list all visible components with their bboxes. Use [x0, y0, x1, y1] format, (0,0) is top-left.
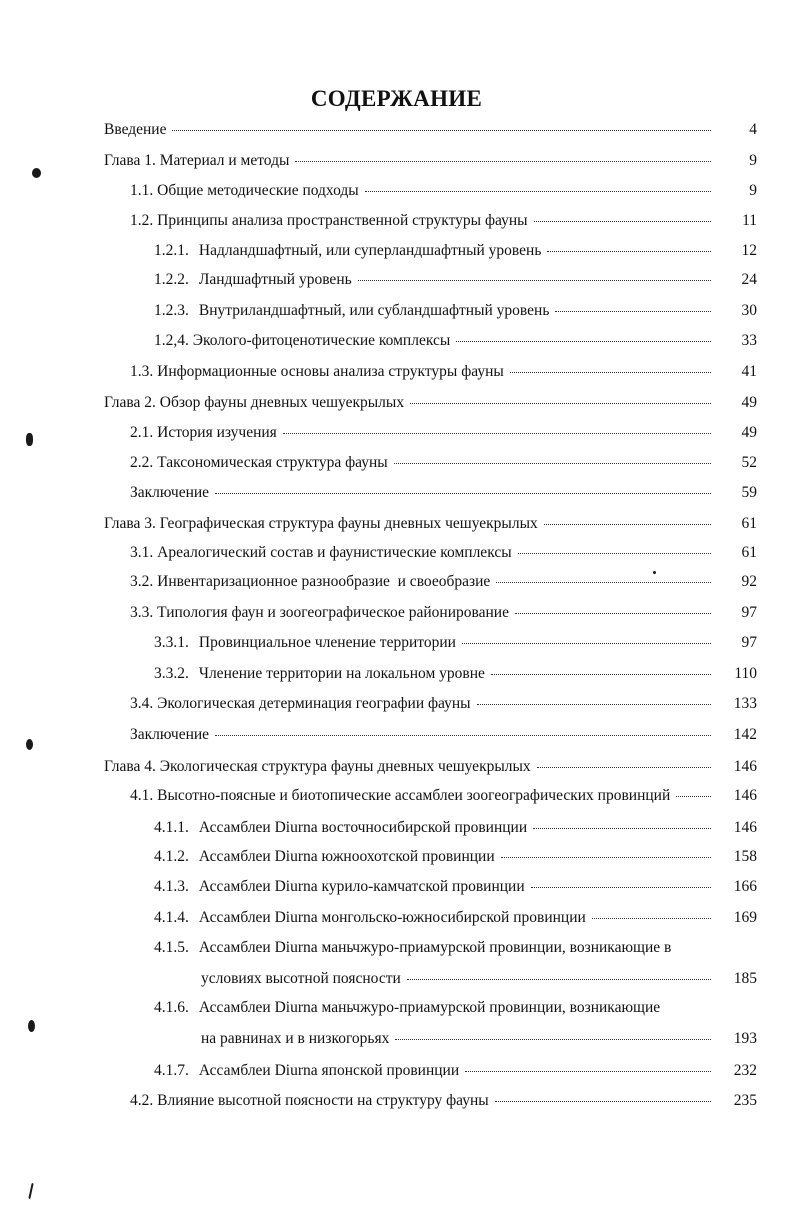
toc-leader-dots [676, 795, 711, 797]
toc-entry-number: 1.2.3. [154, 302, 189, 319]
toc-entry-page: 11 [742, 212, 757, 229]
toc-entry-4-1 [130, 786, 757, 806]
toc-entry-title: Ассамблеи Diurna монгольско-южносибирской провинции [198, 909, 586, 926]
toc-entry-2-2 [130, 453, 757, 473]
toc-entry-4-2 [130, 1091, 757, 1111]
scan-speck [32, 168, 41, 178]
toc-entry-1-2-2 [154, 270, 757, 290]
toc-leader-dots [395, 1038, 711, 1040]
toc-entry-1-2-1 [154, 241, 757, 261]
scan-speck [28, 1020, 35, 1032]
toc-leader-dots [410, 402, 711, 404]
toc-entry-text [154, 301, 549, 321]
toc-entry-text [154, 847, 495, 867]
toc-entry-intro [104, 120, 757, 140]
toc-entry-4-1-2 [154, 847, 757, 867]
scan-speck [26, 433, 33, 446]
toc-entry-text [154, 877, 525, 897]
toc-leader-dots [283, 432, 711, 434]
toc-leader-dots [510, 371, 711, 373]
toc-entry-page: 92 [741, 573, 757, 590]
toc-entry-number: 4.1.1. [154, 819, 189, 836]
toc-entry-page: 9 [749, 152, 757, 169]
toc-entry-page: 146 [733, 787, 757, 804]
toc-entry-text [154, 818, 527, 838]
toc-leader-dots [394, 462, 711, 464]
toc-entry-3-1 [130, 543, 757, 563]
toc-entry-title: Ассамблеи Diurna курило-камчатской провинции [198, 878, 525, 895]
toc-entry-text: Заключение [130, 484, 210, 501]
toc-entry-text [154, 270, 352, 290]
toc-entry-4-1-6 [201, 1029, 757, 1049]
toc-entry-number: 1.2.2. [154, 271, 189, 288]
toc-leader-dots [537, 766, 711, 768]
page-title: СОДЕРЖАНИЕ [310, 86, 483, 111]
toc-entry-number: 4.1.6. [154, 999, 189, 1016]
toc-entry-text: 1.2. Принципы анализа пространственной структуры фауны [130, 212, 528, 229]
toc-entry-text: 3.2. Инвентаризационное разнообразие и своеобразие [130, 573, 491, 590]
toc-entry-page: 30 [741, 302, 757, 319]
toc-leader-dots [215, 734, 711, 736]
scan-speck [653, 571, 656, 574]
toc-entry-title: Ассамблеи Diurna южноохотской провинции [198, 848, 495, 865]
toc-entry-text [154, 633, 456, 653]
toc-entry-4-1-4 [154, 908, 757, 928]
toc-entry-title: Ассамблеи Diurna маньчжуро-приамурской провинции, возникающие [198, 999, 661, 1016]
toc-leader-dots [544, 523, 711, 525]
toc-entry-page: 110 [734, 665, 757, 682]
toc-entry-1-2-3 [154, 301, 757, 321]
toc-entry-number: 4.1.7. [154, 1062, 189, 1079]
toc-leader-dots [547, 250, 711, 252]
toc-entry-4-1-6-first-line [154, 998, 660, 1018]
toc-entry-chapter-4 [104, 757, 757, 777]
toc-entry-text [154, 241, 541, 261]
toc-leader-dots [365, 190, 711, 192]
toc-entry-4-1-3 [154, 877, 757, 897]
toc-entry-title: Ассамблеи Diurna японской провинции [198, 1062, 460, 1079]
toc-entry-page: 142 [733, 726, 757, 743]
toc-leader-dots [495, 1100, 711, 1102]
toc-entry-text: Глава 1. Материал и методы [104, 152, 290, 169]
toc-entry-page: 9 [749, 182, 757, 199]
toc-entry-page: 12 [741, 242, 757, 259]
toc-leader-dots [555, 310, 711, 312]
toc-entry-page: 232 [733, 1062, 757, 1079]
toc-entry-page: 146 [733, 758, 757, 775]
toc-entry-conclusion-3 [130, 725, 757, 745]
toc-entry-number: 4.1.3. [154, 878, 189, 895]
toc-entry-chapter-2 [104, 393, 757, 413]
toc-leader-dots [531, 886, 711, 888]
toc-entry-text [154, 908, 586, 928]
toc-entry-chapter-1 [104, 151, 757, 171]
toc-entry-text [154, 664, 485, 684]
toc-leader-dots [465, 1070, 711, 1072]
toc-entry-page: 166 [733, 878, 757, 895]
toc-entry-page: 24 [741, 271, 757, 288]
toc-entry-4-1-5 [201, 969, 757, 989]
toc-entry-1-2-4 [154, 331, 757, 351]
toc-entry-page: 61 [741, 544, 757, 561]
toc-entry-page: 97 [741, 634, 757, 651]
toc-entry-page: 49 [741, 424, 757, 441]
toc-entry-text: 4.1. Высотно-поясные и биотопические ассамблеи зоогеографических провинций [130, 787, 671, 804]
toc-leader-dots [358, 279, 711, 281]
toc-entry-1-2 [130, 211, 757, 231]
toc-entry-text: Глава 2. Обзор фауны дневных чешуекрылых [104, 394, 405, 411]
toc-entry-3-3-1 [154, 633, 757, 653]
toc-entry-page: 169 [733, 909, 757, 926]
toc-entry-text: Глава 4. Экологическая структура фауны дневных чешуекрылых [104, 758, 531, 775]
toc-entry-text: 3.4. Экологическая детерминация географии фауны [130, 695, 471, 712]
toc-leader-dots [172, 129, 711, 131]
toc-entry-4-1-7 [154, 1061, 757, 1081]
toc-entry-conclusion-2 [130, 483, 757, 503]
toc-entry-title: Ландшафтный уровень [198, 271, 352, 288]
toc-entry-title: Членение территории на локальном уровне [198, 665, 485, 682]
toc-leader-dots [515, 612, 711, 614]
toc-entry-text: 4.2. Влияние высотной поясности на структуру фауны [130, 1092, 489, 1109]
toc-entry-4-1-1 [154, 818, 757, 838]
toc-entry-3-3 [130, 603, 757, 623]
toc-entry-page: 41 [741, 363, 757, 380]
toc-entry-page: 4 [749, 121, 757, 138]
toc-entry-page: 52 [741, 454, 757, 471]
toc-entry-number: 4.1.5. [154, 939, 189, 956]
toc-entry-number: 3.3.2. [154, 665, 189, 682]
toc-entry-text: Глава 3. Географическая структура фауны дневных чешуекрылых [104, 515, 538, 532]
toc-entry-4-1-5-first-line [154, 938, 671, 958]
scan-speck [28, 1183, 33, 1199]
toc-entry-page: 193 [733, 1030, 757, 1047]
toc-entry-text: условиях высотной поясности [201, 970, 401, 987]
toc-entry-page: 185 [733, 970, 757, 987]
toc-entry-text: 1.2,4. Эколого-фитоценотические комплексы [154, 332, 451, 349]
toc-entry-number: 1.2.1. [154, 242, 189, 259]
toc-leader-dots [295, 160, 711, 162]
toc-entry-title: Надландшафтный, или суперландшафтный уровень [198, 242, 542, 259]
toc-entry-text: 3.1. Ареалогический состав и фаунистические комплексы [130, 544, 512, 561]
toc-entry-text: 2.2. Таксономическая структура фауны [130, 454, 388, 471]
toc-entry-title: Провинциальное членение территории [198, 634, 456, 651]
toc-entry-2-1 [130, 423, 757, 443]
toc-entry-page: 59 [741, 484, 757, 501]
toc-entry-title: Ассамблеи Diurna маньчжуро-приамурской провинции, возникающие в [198, 939, 672, 956]
toc-entry-text: 1.3. Информационные основы анализа структуры фауны [130, 363, 504, 380]
toc-entry-text: Введение [104, 121, 167, 138]
toc-leader-dots [518, 552, 711, 554]
toc-entry-number: 4.1.4. [154, 909, 189, 926]
toc-entry-chapter-3 [104, 514, 757, 534]
toc-entry-title: Внутриландшафтный, или субландшафтный уровень [198, 302, 550, 319]
toc-entry-title: Ассамблеи Diurna восточносибирской провинции [198, 819, 528, 836]
toc-leader-dots [496, 581, 711, 583]
scan-speck [26, 739, 33, 750]
toc-leader-dots [407, 978, 711, 980]
toc-entry-page: 146 [733, 819, 757, 836]
toc-entry-3-4 [130, 694, 757, 714]
toc-leader-dots [215, 492, 711, 494]
toc-leader-dots [477, 703, 711, 705]
toc-leader-dots [491, 673, 711, 675]
toc-leader-dots [456, 340, 711, 342]
toc-leader-dots [534, 220, 711, 222]
toc-leader-dots [462, 642, 711, 644]
toc-entry-3-2 [130, 572, 757, 592]
toc-entry-number: 4.1.2. [154, 848, 189, 865]
toc-entry-text: на равнинах и в низкогорьях [201, 1030, 390, 1047]
toc-entry-text [154, 1061, 459, 1081]
toc-leader-dots [501, 856, 711, 858]
toc-entry-number: 3.3.1. [154, 634, 189, 651]
toc-entry-text: 3.3. Типология фаун и зоогеографическое районирование [130, 604, 509, 621]
toc-entry-text: 1.1. Общие методические подходы [130, 182, 359, 199]
toc-entry-3-3-2 [154, 664, 757, 684]
toc-leader-dots [592, 917, 711, 919]
toc-entry-page: 133 [733, 695, 757, 712]
toc-entry-text: 2.1. История изучения [130, 424, 277, 441]
toc-entry-page: 158 [733, 848, 757, 865]
toc-entry-page: 97 [741, 604, 757, 621]
toc-leader-dots [533, 827, 711, 829]
toc-entry-text: Заключение [130, 726, 210, 743]
toc-entry-page: 61 [741, 515, 757, 532]
toc-entry-1-1 [130, 181, 757, 201]
toc-entry-page: 49 [741, 394, 757, 411]
toc-entry-page: 33 [741, 332, 757, 349]
toc-entry-1-3 [130, 362, 757, 382]
toc-entry-page: 235 [733, 1092, 757, 1109]
